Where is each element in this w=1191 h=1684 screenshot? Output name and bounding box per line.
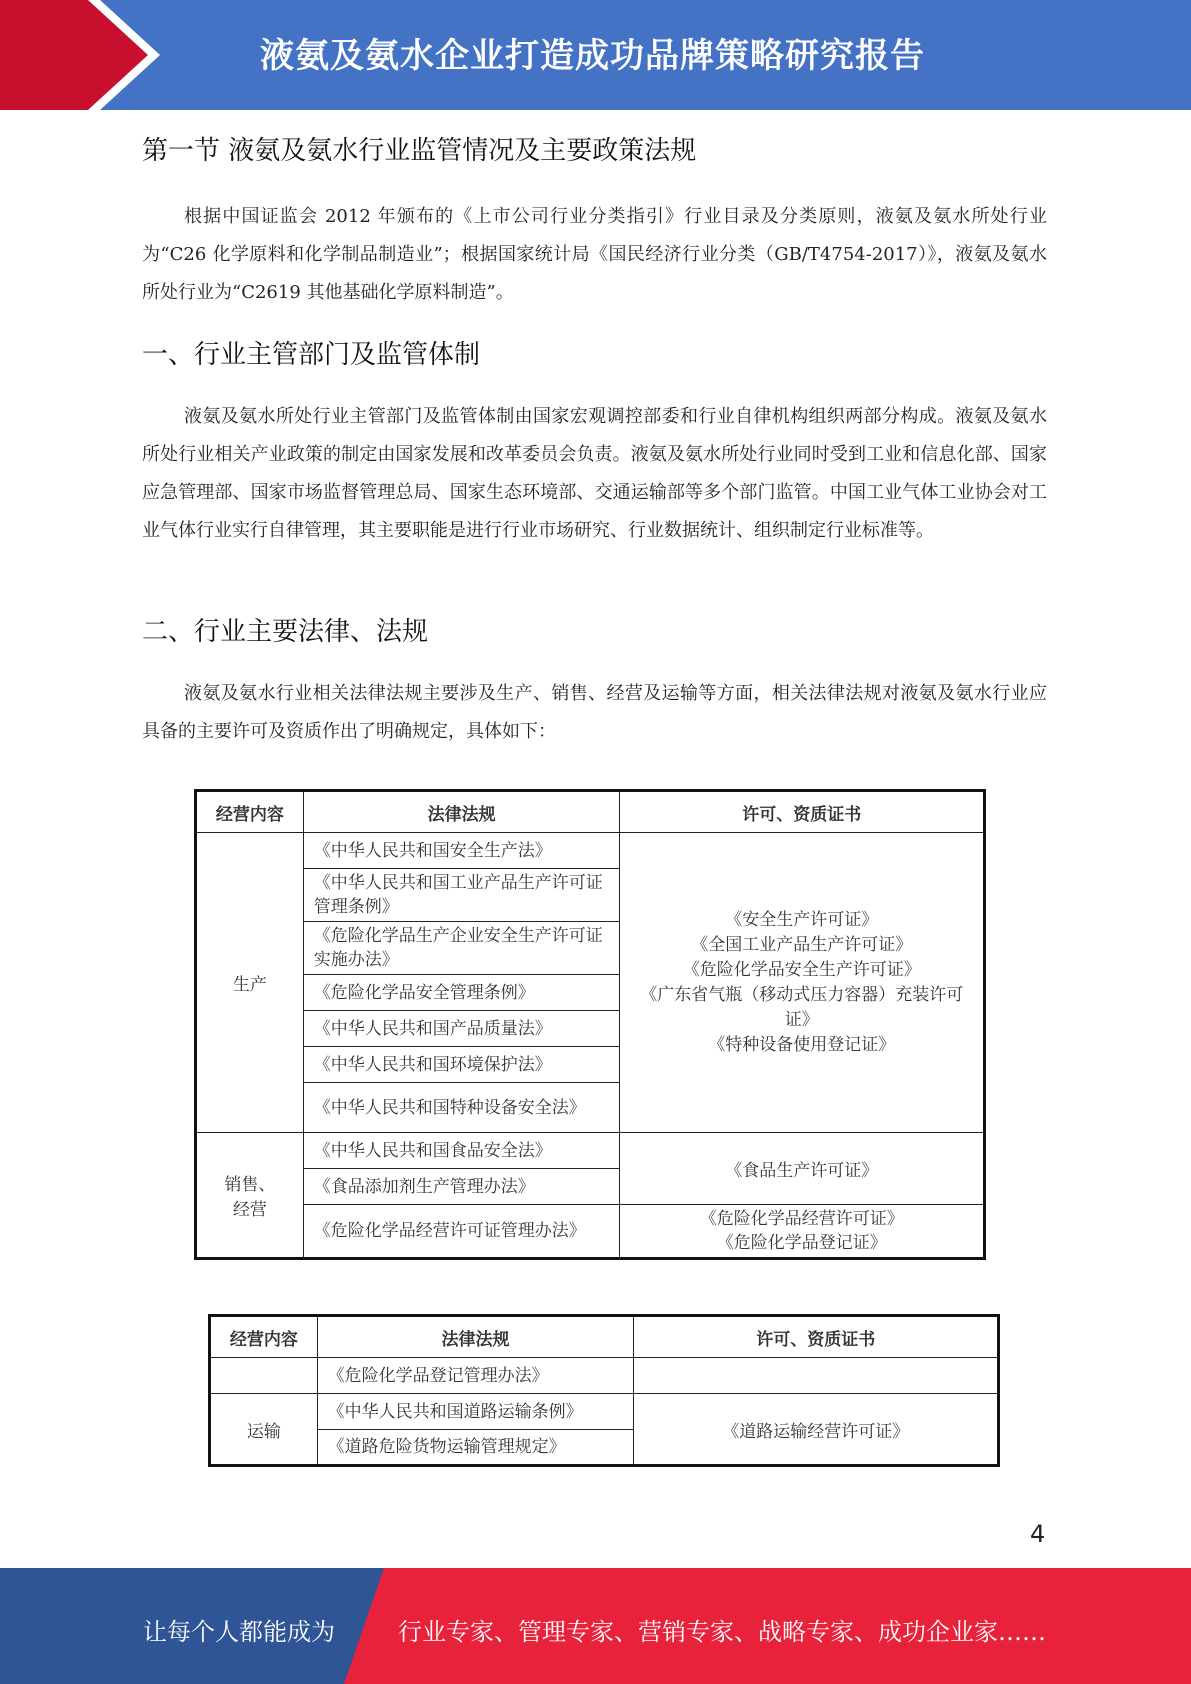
permit-item: 《危险化学品经营许可证》: [699, 1209, 904, 1229]
law-cell: 《中华人民共和国环境保护法》: [303, 1047, 620, 1083]
permit-item: 《危险化学品登记证》: [716, 1233, 887, 1253]
production-permits-cell: [620, 833, 985, 1133]
permit-item: 《安全生产许可证》: [725, 909, 879, 930]
page-header: [0, 0, 1191, 110]
law-cell: 《中华人民共和国工业产品生产许可证管理条例》: [303, 869, 620, 922]
page-footer: [0, 1568, 1191, 1684]
permit-item: 《危险化学品安全生产许可证》: [682, 959, 921, 980]
law-cell: 《中华人民共和国食品安全法》: [303, 1133, 620, 1169]
section-title: 第一节 液氨及氨水行业监管情况及主要政策法规: [142, 136, 697, 166]
law-table-1: [194, 789, 986, 1260]
category-production: 生产: [196, 833, 304, 1133]
permit-item: 《特种设备使用登记证》: [708, 1034, 896, 1055]
table-header-row: [196, 791, 985, 833]
report-title: 液氨及氨水企业打造成功品牌策略研究报告: [260, 36, 925, 76]
table-row: [196, 1205, 985, 1259]
footer-slogan-right: 行业专家、管理专家、营销专家、战略专家、成功企业家……: [398, 1618, 1046, 1646]
permit-food-cell: 《食品生产许可证》: [620, 1133, 985, 1205]
law-cell: 《食品添加剂生产管理办法》: [303, 1169, 620, 1205]
law-cell: 《中华人民共和国安全生产法》: [303, 833, 620, 869]
table-row: [196, 833, 985, 869]
page-number: 4: [1030, 1520, 1046, 1548]
category-sales: [196, 1133, 304, 1259]
regulatory-paragraph: 液氨及氨水所处行业主管部门及监管体制由国家宏观调控部委和行业自律机构组织两部分构成。液氨及氨水所处行业相关产业政策的制定由国家发展和改革委员会负责。液氨及氨水所处行业同时受到工业和信息化部、国家应急管理部、国家市场监督管理总局、国家生态环境部、交通运输部等多个部门监管。中国工业气体工业协会对工业气体行业实行自律管理，其主要职能是进行行业市场研究、行业数据统计、组织制定行业标准等。: [142, 406, 1047, 541]
footer-slogan-left: 让每个人都能成为: [143, 1618, 335, 1646]
law-cell: 《危险化学品安全管理条例》: [303, 975, 620, 1011]
subheading-laws-regulations: 二、行业主要法律、法规: [142, 617, 429, 647]
empty-cell: [210, 1358, 318, 1394]
law-table-2: [208, 1314, 1000, 1467]
permit-hazard-cell: [620, 1205, 985, 1259]
header-business-scope: 经营内容: [210, 1316, 318, 1358]
table-row: [210, 1394, 999, 1430]
header-permits: 许可、资质证书: [634, 1316, 999, 1358]
permit-item: 《广东省气瓶（移动式压力容器）充装许可证》: [640, 984, 964, 1030]
header-laws: 法律法规: [317, 1316, 634, 1358]
header-arrow-decoration: [0, 0, 170, 110]
category-transport: 运输: [210, 1394, 318, 1466]
permit-item: 《全国工业产品生产许可证》: [691, 934, 913, 955]
law-cell: 《危险化学品登记管理办法》: [317, 1358, 634, 1394]
table-row: [210, 1358, 999, 1394]
subheading-regulatory-authority: 一、行业主管部门及监管体制: [142, 340, 481, 370]
header-laws: 法律法规: [303, 791, 620, 833]
law-cell: 《中华人民共和国特种设备安全法》: [303, 1083, 620, 1133]
intro-paragraph: 根据中国证监会 2012 年颁布的《上市公司行业分类指引》行业目录及分类原则，液氨及氨水所处行业为“C26 化学原料和化学制品制造业”；根据国家统计局《国民经济行业分类（GB/T4754-2017）》，液氨及氨水所处行业为“C2619 其他基础化学原料制造”。: [142, 206, 1047, 303]
law-cell: 《危险化学品生产企业安全生产许可证实施办法》: [303, 922, 620, 975]
law-cell: 《危险化学品经营许可证管理办法》: [303, 1205, 620, 1259]
permit-transport-cell: 《道路运输经营许可证》: [634, 1394, 999, 1466]
law-cell: 《道路危险货物运输管理规定》: [317, 1430, 634, 1466]
category-sales-line2: 经营: [232, 1200, 267, 1220]
header-business-scope: 经营内容: [196, 791, 304, 833]
law-cell: 《中华人民共和国产品质量法》: [303, 1011, 620, 1047]
category-sales-line1: 销售、: [224, 1175, 276, 1195]
header-permits: 许可、资质证书: [620, 791, 985, 833]
table-row: [196, 1133, 985, 1169]
empty-cell: [634, 1358, 999, 1394]
table-header-row: [210, 1316, 999, 1358]
law-cell: 《中华人民共和国道路运输条例》: [317, 1394, 634, 1430]
laws-paragraph: 液氨及氨水行业相关法律法规主要涉及生产、销售、经营及运输等方面，相关法律法规对液氨及氨水行业应具备的主要许可及资质作出了明确规定，具体如下：: [142, 683, 1047, 742]
